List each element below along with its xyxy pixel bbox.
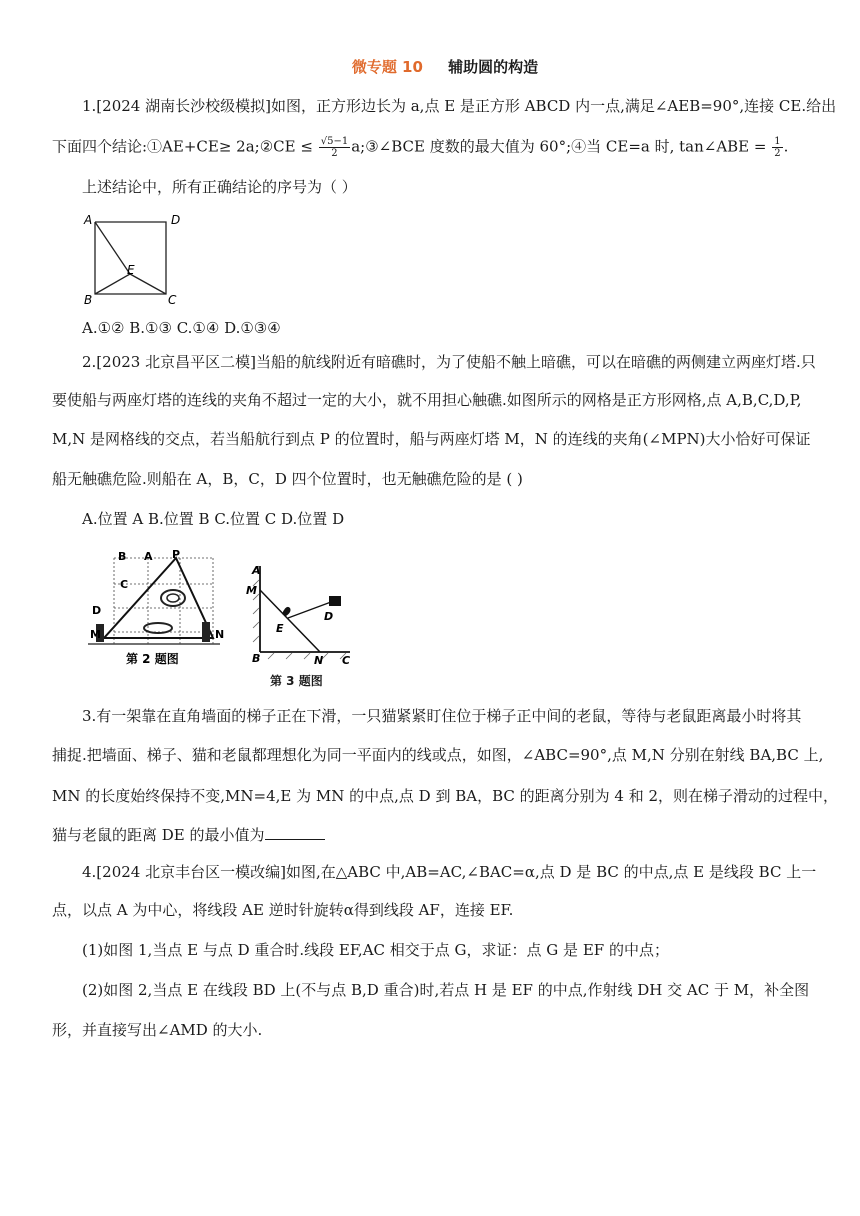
q3-line3: MN 的长度始终保持不变,MN=4,E 为 MN 的中点,点 D 到 BA，BC 的距离分别为 4 和 2，则在梯子滑动的过程中， (52, 787, 839, 805)
q4-line5: 形，并直接写出∠AMD 的大小. (52, 1021, 263, 1039)
q1-fraction-2 (772, 136, 782, 159)
ladder-mn (260, 590, 320, 652)
mouse-icon (282, 607, 291, 616)
label-d: D (92, 604, 102, 617)
cat-icon (329, 596, 341, 606)
q1-line3: 上述结论中，所有正确结论的序号为（ ） (82, 178, 357, 196)
frac-numerator: √5−1 (320, 136, 349, 147)
q1-line2-c: a;③∠BCE 度数的最大值为 60°;④当 CE=a 时, tan∠ABE = (351, 137, 767, 156)
topic-title: 辅助圆的构造 (448, 58, 539, 76)
label-c: C (120, 578, 129, 591)
label-c: C (168, 293, 177, 307)
q2-line1: 2.[2023 北京昌平区二模]当船的航线附近有暗礁时，为了使船不触上暗礁，可以在暗礁的两侧建立两座灯塔.只 (82, 353, 816, 371)
label-d: D (171, 213, 181, 227)
label-p: P (172, 548, 181, 561)
frac-denominator: 2 (331, 148, 338, 159)
figure-3-caption: 第 3 题图 (270, 674, 323, 688)
label-a: A (84, 213, 93, 227)
label-m: M (246, 584, 257, 597)
q3-line4 (52, 825, 325, 845)
q3-line2: 捕捉.把墙面、梯子、猫和老鼠都理想化为同一平面内的线或点，如图，∠ABC=90°,点 M,N 分别在射线 BA,BC 上, (52, 746, 824, 764)
q2-options: A.位置 A B.位置 B C.位置 C D.位置 D (82, 510, 345, 528)
q1-line2-a: 下面四个结论:①AE+CE≥ 2 (52, 137, 246, 156)
label-c: C (342, 654, 351, 666)
q1-line2-b: a;②CE ≤ (245, 137, 313, 156)
lighthouse-n (202, 622, 210, 642)
label-n: N (314, 654, 324, 666)
segment-be (95, 274, 130, 294)
label-b: B (252, 652, 261, 665)
segment-ce (130, 274, 166, 294)
q1-line2 (52, 136, 788, 159)
q4-line3: (1)如图 1,当点 E 与点 D 重合时.线段 EF,AC 相交于点 G，求证：点 G 是 EF 的中点； (82, 941, 669, 959)
q2-line2: 要使船与两座灯塔的连线的夹角不超过一定的大小，就不用担心触礁.如图所示的网格是正方形网格,点 A,B,C,D,P, (52, 391, 802, 409)
q2-line3: M,N 是网格线的交点，若当船航行到点 P 的位置时，船与两座灯塔 M，N 的连线的夹角(∠MPN)大小恰好可保证 (52, 430, 811, 448)
label-a: A (252, 564, 261, 577)
label-e: E (276, 622, 284, 635)
reef-1 (161, 590, 185, 606)
label-d: D (324, 610, 334, 623)
page-title (0, 56, 860, 77)
label-n: N (215, 628, 225, 641)
label-b: B (118, 550, 127, 563)
frac2-denominator: 2 (774, 148, 781, 159)
q3-line4-text: 猫与老鼠的距离 DE 的最小值为 (52, 826, 265, 844)
figure-2-caption: 第 2 题图 (126, 652, 179, 666)
q2-figure (88, 546, 228, 666)
q3-figure (238, 562, 358, 666)
square-abcd (95, 222, 166, 294)
q1-line2-end: . (783, 137, 789, 156)
q4-line2: 点，以点 A 为中心，将线段 AE 逆时针旋转α得到线段 AF，连接 EF. (52, 901, 514, 919)
q4-line4: (2)如图 2,当点 E 在线段 BD 上(不与点 B,D 重合)时,若点 H 是 EF 的中点,作射线 DH 交 AC 于 M，补全图 (82, 981, 810, 999)
label-e: E (127, 263, 135, 277)
label-a: A (144, 550, 153, 563)
topic-number: 微专题 10 (351, 58, 423, 76)
answer-blank[interactable] (265, 825, 325, 840)
q2-line4: 船无触礁危险.则船在 A，B，C，D 四个位置时，也无触礁危险的是 ( ) (52, 470, 523, 488)
q3-line1: 3.有一架靠在直角墙面的梯子正在下滑，一只猫紧紧盯住位于梯子正中间的老鼠，等待与老鼠距离最小时将其 (82, 707, 802, 725)
frac2-numerator: 1 (774, 136, 781, 147)
q4-line1: 4.[2024 北京丰台区一模改编]如图,在△ABC 中,AB=AC,∠BAC=α,点 D 是 BC 的中点,点 E 是线段 BC 上一 (82, 863, 817, 881)
label-b: B (84, 293, 93, 307)
q1-line1: 1.[2024 湖南长沙校级模拟]如图，正方形边长为 a,点 E 是正方形 ABCD 内一点,满足∠AEB=90°,连接 CE.给出 (82, 97, 837, 115)
triangle-mpn (104, 558, 213, 638)
q1-options: A.①② B.①③ C.①④ D.①③④ (82, 319, 281, 337)
q1-figure (80, 208, 190, 313)
label-m: M (90, 628, 101, 641)
q1-fraction (319, 136, 350, 159)
segment-ae (95, 222, 130, 274)
